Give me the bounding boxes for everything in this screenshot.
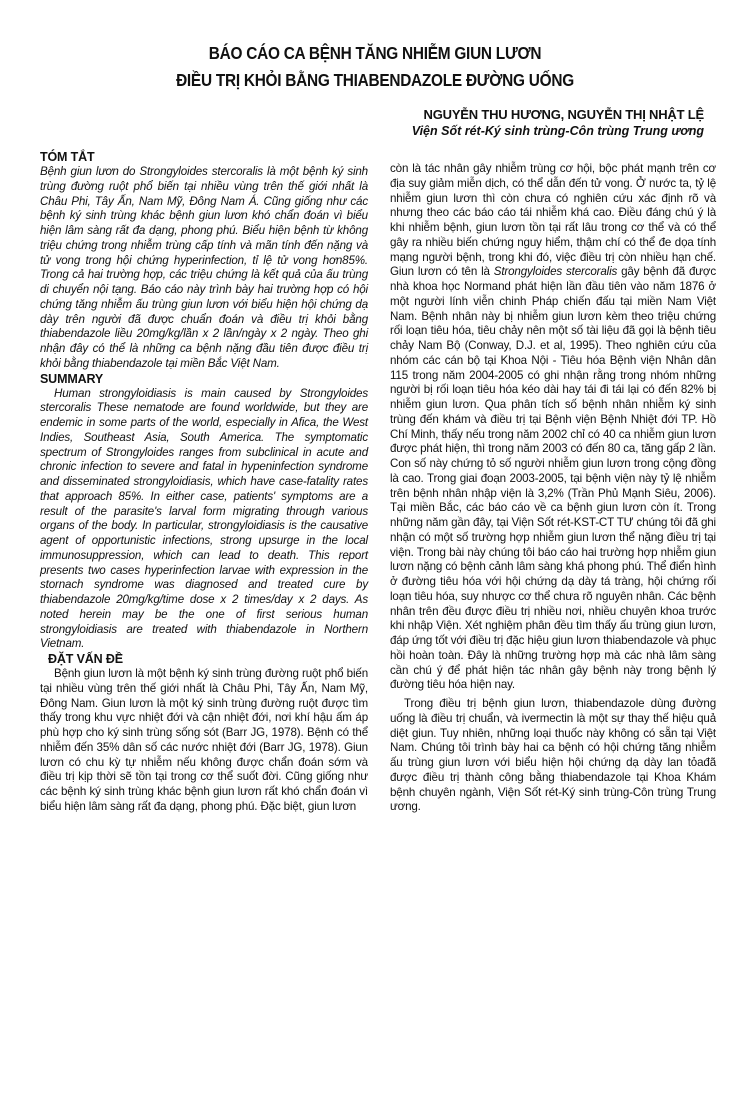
- intro-paragraph-2: [390, 162, 716, 693]
- intro-paragraph-2-a: còn là tác nhân gây nhiễm trùng cơ hội, bộc phát mạnh trên cơ địa suy giảm miễn dịch, có thể dẫn đến tử vong. Ở nước ta, tỷ lệ nhiễm giun lươn thì còn chưa có nghiên cứu xác định rõ và nhưng theo các báo cáo tái nhiễm khá cao. Điều đáng chú ý là khi nhiễm bệnh, giun lươn tồn tại rất lâu trong cơ thể và có thể gây ra nhiều biến chứng nguy hiểm, thậm chí có thể đe dọa tính mạng người bệnh, trong khi đó, việc điều trị còn nhiều hạn chế. Giun lươn có tên là: [390, 162, 716, 279]
- title-line-2: ĐIỀU TRỊ KHỎI BẰNG THIABENDAZOLE ĐƯỜNG UỐNG: [176, 70, 574, 90]
- intro-heading: ĐẶT VẤN ĐỀ: [48, 652, 123, 666]
- author-names: NGUYỄN THU HƯƠNG, NGUYỄN THỊ NHẬT LỆ: [423, 107, 704, 122]
- title-line-1: BÁO CÁO CA BỆNH TĂNG NHIỄM GIUN LƯƠN: [208, 43, 542, 63]
- intro-paragraph-1: Bệnh giun lươn là một bệnh ký sinh trùng đường ruột phổ biến tại nhiều vùng trên thế giới nhất là Châu Phi, Tây Ấn, Nam Mỹ, Đông Nam. Giun lươn là một ký sinh trùng đường ruột được tìm thấy trong khu vực nhiệt đới và cận nhiệt đới, nơi khí hậu ấm áp phù hợp cho ký sinh trùng sống sót (Barr JG, 1978). Bệnh có thể nhiễm đến 35% dân số các nước nhiệt đới (Barr JG, 1978). Giun lươn có chu kỳ tự nhiễm nếu không được chẩn đoán sớm và điều trị kịp thời sẽ tồn tại trong cơ thể suốt đời. Cũng giống như các bệnh ký sinh trùng khác bệnh giun lươn rất khó chẩn đoán vì biểu hiện lâm sàng rất đa dạng, phong phú. Đặc biệt, giun lươn: [40, 667, 368, 813]
- paper-title: [45, 40, 705, 94]
- abstract-vi-text-a: Bệnh giun lươn do: [40, 165, 140, 178]
- intro-paragraph-2-b: gây bệnh đã được nhà khoa học Normand phát hiện lần đầu tiên vào năm 1876 ở một người lính viễn chinh Pháp chiến đấu tại miền Nam Việt Nam. Bệnh nhân này bị nhiễm giun lươn kèm theo triệu chứng rối loạn tiêu hóa, tiêu chảy nên một số tài liệu đã gọi là bệnh tiêu chảy Nam Bộ (Conway, D.J. et al, 1995). Theo nghiên cứu của nhóm các cán bộ tại Khoa Nội - Tiêu hóa Bệnh viện Nhân dân 115 trong năm 2004-2005 có ghi nhận rằng trong nhóm những người bị rối loạn tiêu hóa kéo dài hay tái đi tái lại có đến 82% bị nhiễm giun lươn. Qua phân tích số bệnh nhân nhiễm ký sinh trùng đến khám và điều trị tại Bệnh viện Bệnh Nhiệt đới TP. Hồ Chí Minh, thấy nếu trong năm 2002 chỉ có 40 ca nhiễm giun lươn được phát hiện, thì trong năm 2003 có đến 80 ca, tăng gấp 2 lần. Con số này chứng tỏ số người nhiễm giun lươn trong cộng đồng là cao. Trong giai đoạn 2003-2005, tại bệnh viện này tỷ lệ nhiễm trên bệnh nhân nhập viện là 3,2% (Trần Phủ Mạnh Siêu, 2006). Tại miền Bắc, các báo cáo về ca bệnh giun lươn còn ít. Trong những năm gần đây, tại Viện Sốt rét-KST-CT TƯ chúng tôi đã ghi nhận có một số trường hợp nhiễm giun lươn thể nặng điều trị tại viện. Trong bài này chúng tôi báo cáo hai trường hợp nhiễm giun lươn nặng có bệnh cảnh lâm sàng khá phong phú. Thể điển hình ở đường tiêu hóa với hội chứng dạ dày tá tràng, hội chứng rối loạn tiêu hóa, suy nhược cơ thể chưa rõ nguyên nhân. Các bệnh nhân trên đều được điều trị nhiều nơi, nhiều chuyên khoa trước khi nhập Viện. Xét nghiệm phân đều tìm thấy ấu trùng giun lươn, đáp ứng tốt với điều trị đặc hiệu giun lươn thiabendazole và phục hồi hoàn toàn. Đây là những trường hợp mà các nhà lâm sàng cần chú ý để phát hiện tác nhân gây bệnh này trong bệnh lý đường tiêu hóa hiện nay.: [390, 265, 716, 692]
- author-institution: Viện Sốt rét-Ký sinh trùng-Côn trùng Trung ương: [411, 124, 704, 138]
- intro-paragraph-2-species: Strongyloides stercoralis: [493, 265, 618, 279]
- right-column: [390, 162, 716, 815]
- abstract-vi-heading: TÓM TẮT: [40, 150, 95, 164]
- abstract-vi-text: [40, 165, 368, 372]
- abstract-vi-species: Strongyloides stercoralis: [139, 165, 263, 178]
- left-column: [40, 150, 368, 815]
- abstract-vi-text-b: là một bệnh ký sinh trùng đường ruột phổ biến tại nhiều vùng trên thế giới nhất là Châu Phi, Tây Ấn, Nam Mỹ, Đông Nam Á. Cũng giống như các bệnh ký sinh trùng khác bệnh giun lươn khó chẩn đoán vì biểu hiện lâm sàng rất đa dạng, phong phú. Biểu hiện bệnh từ không triệu chứng trong nhiễm trùng cấp tính và mãn tính đến nặng và tử vong trong hội chứng hyperinfection, tỉ lệ tử vong hơn85%. Trong cả hai trường hợp, các triệu chứng là kết quả của ấu trùng di chuyển nội tạng. Báo cáo này trình bày hai trường hợp có hội chứng tăng nhiễm ấu trùng giun lươn với biểu hiện hội chứng dạ dày trên người đã được chuẩn đoán và điều trị khỏi bằng thiabendazole liều 20mg/kg/lần x 2 lần/ngày x 2 ngày. Theo ghi nhận đây có thể là những ca bệnh nặng đầu tiên được điều trị khỏi bằng thiabendazole tại miền Bắc Việt Nam.: [40, 165, 368, 370]
- intro-paragraph-3: Trong điều trị bệnh giun lươn, thiabendazole dùng đường uống là điều trị chuẩn, và ivermectin là một sự thay thế hiệu quả diệt giun. Tuy nhiên, những loại thuốc này không có sẵn tại Việt Nam. Chúng tôi trình bày hai ca bệnh có hội chứng tăng nhiễm ấu trùng giun lươn với biểu hiện hội chứng dạ dày lan tỏađã được điều trị thành công bằng thiabendazole tại Khoa Khám bệnh chuyên ngành, Viện Sốt rét-Ký sinh trùng-Côn trùng Trung ương.: [390, 697, 716, 814]
- author-block: [412, 106, 704, 140]
- summary-text: Human strongyloidiasis is main caused by Strongyloides stercoralis These nematode are found worldwide, but they are endemic in some parts of the world, especially in Afica, the West Indies, Southeast Asia, South America. The symptomatic spectrum of Strongyloides ranges from subclinical in acute and chronic infection to severe and fatal in hypeninfection syndrome and disseminated strongyloidiasis, which have case-fatality rates that approach 85%. In either case, patients' symptoms are a result of the parasite's larval form migrating through various organs of the body. In particular, strongyloidiasis is the causative agent of opportunistic infections, strong upsurge in the local immunosuppression, which can lead to death. This report presents two cases hyperinfection larvae with expression in the stornach syndrome was diagnosed and treated cure by thiabendazole 20mg/kg/time dose x 2 times/day x 2 days. As noted herein may be the one of first serious human strongyloidiasis are treated with thiabendazole in Northern Vietnam.: [40, 386, 368, 651]
- summary-heading: SUMMARY: [40, 371, 104, 386]
